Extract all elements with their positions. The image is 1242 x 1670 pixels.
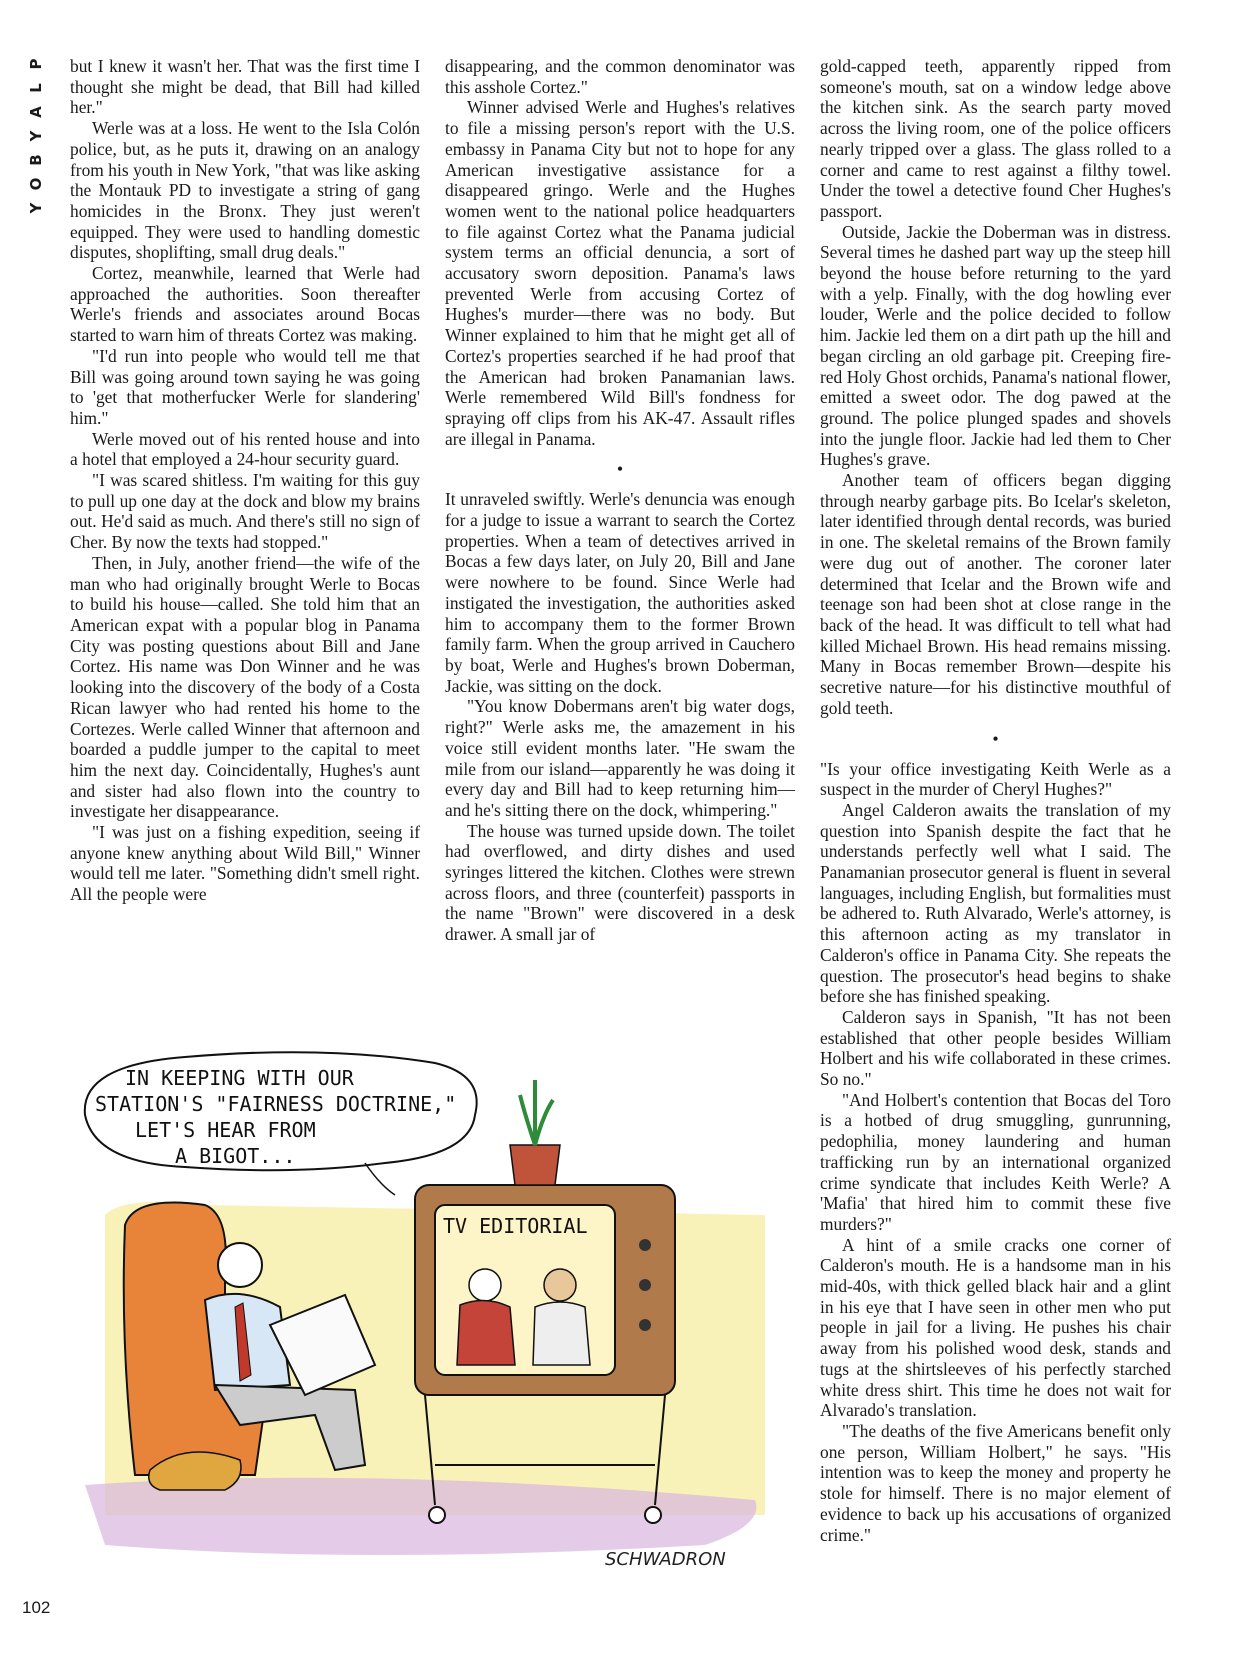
plant-pot	[510, 1145, 560, 1185]
paragraph: The house was turned upside down. The toilet had overflowed, and dirty dishes and used syringes littered the kitchen. Clothes were strewn across floors, and three (counterfeit) passports in the name "Brown" were discovered in a desk drawer. A small jar of	[445, 820, 795, 945]
tv-knob[interactable]	[639, 1319, 651, 1331]
magazine-letter: B	[27, 154, 45, 166]
magazine-letter: L	[27, 83, 45, 93]
magazine-letter: A	[27, 106, 45, 118]
paragraph: "And Holbert's contention that Bocas del Toro is a hotbed of drug smuggling, gunrunning, pedophilia, money laundering and human trafficking run by an international organized crime syndicate that includes Keith Werle? A 'Mafia' that hired him to commit these five murders?"	[820, 1089, 1171, 1234]
cartoon-drawing	[65, 1045, 800, 1585]
paragraph: "The deaths of the five Americans benefit only one person, William Holbert," he says. "His intention was to keep the money and property he stole for himself. There is no major element of evidence to back up his accusations of organized crime."	[820, 1421, 1171, 1545]
paragraph: Winner advised Werle and Hughes's relatives to file a missing person's report with the U.S. embassy in Panama City but not to hope for any American investigative assistance for a disappeared gringo. Werle and the Hughes women went to the national police headquarters to file against Cortez what the Panama judicial system terms an official denuncia, a sort of accusatory sworn deposition. Panama's laws prevented Werle from accusing Cortez of Hughes's murder—there was no body. But Winner explained to him that he might get all of Cortez's properties searched if he had proof that the American had broken Panamanian laws. Werle remembered Wild Bill's fondness for spraying off clips from his AK-47. Assault rifles are illegal in Panama.	[445, 97, 795, 449]
paragraph: Outside, Jackie the Doberman was in distress. Several times he dashed part way up the steep hill beyond the house before returning to the yard with a yelp. Finally, with the dog howling ever louder, Werle and the police decided to follow him. Jackie led them on a dirt path up the hill and began circling an old garbage pit. Creeping fire-red Holy Ghost orchids, Panama's national flower, emitted a sweet odor. The dog pawed at the ground. The police plunged spades and shovels into the jungle floor. Jackie had led them to Cher Hughes's grave.	[820, 221, 1171, 470]
paragraph: Angel Calderon awaits the translation of my question into Spanish despite the fact that he understands perfectly well what I said. The Panamanian prosecutor general is fluent in several languages, including English, but formalities must be adhered to. Ruth Alvarado, Werle's attorney, is this afternoon acting as my translator in Calderon's office in Panama City. She repeats the question. The prosecutor's head begins to shake before she has finished speaking.	[820, 799, 1171, 1007]
magazine-letter: O	[27, 177, 45, 191]
paragraph: Then, in July, another friend—the wife of the man who had originally brought Werle to Bocas to build his house—called. She told him that an American expat with a popular blog in Panama City was posting questions about Bill and Jane Cortez. His name was Don Winner and he was looking into the discovery of the body of a Costa Rican lawyer who had rented his home to the Cortezes. Werle called Winner that afternoon and boarded a puddle jumper to the capital to meet him the next day. Coincidentally, Hughes's aunt and sister had also flown into the country to investigate her disappearance.	[70, 552, 420, 822]
paragraph: "I was just on a fishing expedition, seeing if anyone knew anything about Wild Bill," Winner would tell me later. "Something didn't smell right. All the people were	[70, 822, 420, 905]
cartoon-illustration	[65, 1045, 800, 1585]
article-column-3	[820, 56, 1171, 1545]
tv-editorial-label: TV EDITORIAL	[443, 1214, 588, 1238]
paragraph: It unraveled swiftly. Werle's denuncia was enough for a judge to issue a warrant to search the Cortez properties. When a team of detectives arrived in Bocas a few days later, on July 20, Bill and Jane were nowhere to be found. Since Werle had instigated the investigation, the authorities asked him to accompany them to the former Brown family farm. When the group arrived in Cauchero by boat, Werle and Hughes's brown Doberman, Jackie, was sitting on the dock.	[445, 489, 795, 696]
tv-knob[interactable]	[639, 1279, 651, 1291]
section-break-bullet: •	[992, 728, 999, 749]
plant-leaves	[520, 1080, 553, 1145]
paragraph: "You know Dobermans aren't big water dogs, right?" Werle asks me, the amazement in his voice still evident months later. "He swam the mile from our island—apparently he was doing it every day and Bill had to keep returning him—and he's sitting there on the dock, whimpering."	[445, 696, 795, 820]
tv-knob[interactable]	[639, 1239, 651, 1251]
paragraph: Another team of officers began digging through nearby garbage pits. Bo Icelar's skeleton, later identified through dental records, was buried in one. The skeletal remains of the Brown family were dug out of another. The coroner later determined that Icelar and the Brown wife and teenage son had been shot at close range in the back of the head. It was difficult to tell what had killed Michael Brown. His head remains missing. Many in Bocas remember Brown—despite his secretive nature—for his distinctive mouthful of gold teeth.	[820, 470, 1171, 718]
paragraph: Cortez, meanwhile, learned that Werle had approached the authorities. Soon thereafter Werle's friends and associates around Bocas started to warn him of threats Cortez was making.	[70, 263, 420, 346]
paragraph: gold-capped teeth, apparently ripped from someone's mouth, sat on a window ledge above the kitchen sink. As the search party moved across the living room, one of the police officers nearly tripped over a glass. The glass rolled to a corner and came to rest against a filthy towel. Under the towel a detective found Cher Hughes's passport.	[820, 56, 1171, 221]
magazine-letter: Y	[27, 130, 45, 142]
paragraph: but I knew it wasn't her. That was the first time I thought she might be dead, that Bill had killed her."	[70, 56, 420, 118]
paragraph: Werle was at a loss. He went to the Isla Colón police, but, as he puts it, drawing on an analogy from his youth in New York, "that was like asking the Montauk PD to investigate a string of gang homicides in the Bronx. They just weren't equipped. They were used to handling domestic disputes, shoplifting, small drug deals."	[70, 118, 420, 263]
article-column-2-top	[445, 56, 795, 945]
paragraph: Calderon says in Spanish, "It has not been established that other people besides William Holbert and his wife collaborated in these crimes. So no."	[820, 1006, 1171, 1090]
artist-signature: SCHWADRON	[605, 1549, 726, 1570]
paragraph: A hint of a smile cracks one corner of Calderon's mouth. He is a handsome man in his mid-40s, with thick gelled black hair and a glint in his eye that I have seen in other men who put people in jail for a living. He pushes his chair away from his polished wood desk, stands and tugs at the shirtsleeves of his perfectly starched white dress shirt. This time he does not wait for Alvarado's translation.	[820, 1234, 1171, 1421]
magazine-letter: Y	[27, 202, 45, 214]
magazine-name-vertical	[26, 52, 46, 220]
article-column-1	[70, 56, 420, 905]
paragraph: Werle moved out of his rented house and into a hotel that employed a 24-hour security guard.	[70, 428, 420, 470]
man-head	[218, 1243, 262, 1287]
section-break-bullet: •	[616, 459, 624, 480]
paragraph: "Is your office investigating Keith Werle as a suspect in the murder of Cheryl Hughes?"	[820, 758, 1171, 800]
page-number: 102	[22, 1598, 51, 1617]
magazine-letter: P	[27, 58, 45, 70]
paragraph: "I was scared shitless. I'm waiting for this guy to pull up one day at the dock and blow my brains out. He'd said as much. And there's still no sign of Cher. By now the texts had stopped."	[70, 470, 420, 553]
balloon-line: LET'S HEAR FROM	[135, 1118, 316, 1142]
balloon-line: STATION'S "FAIRNESS DOCTRINE,"	[95, 1092, 457, 1116]
balloon-line: IN KEEPING WITH OUR	[125, 1066, 354, 1090]
balloon-line: A BIGOT...	[175, 1144, 296, 1168]
paragraph: disappearing, and the common denominator was this asshole Cortez."	[445, 56, 795, 97]
paragraph: "I'd run into people who would tell me that Bill was going around town saying he was going to 'get that motherfucker Werle for slandering' him."	[70, 345, 420, 428]
